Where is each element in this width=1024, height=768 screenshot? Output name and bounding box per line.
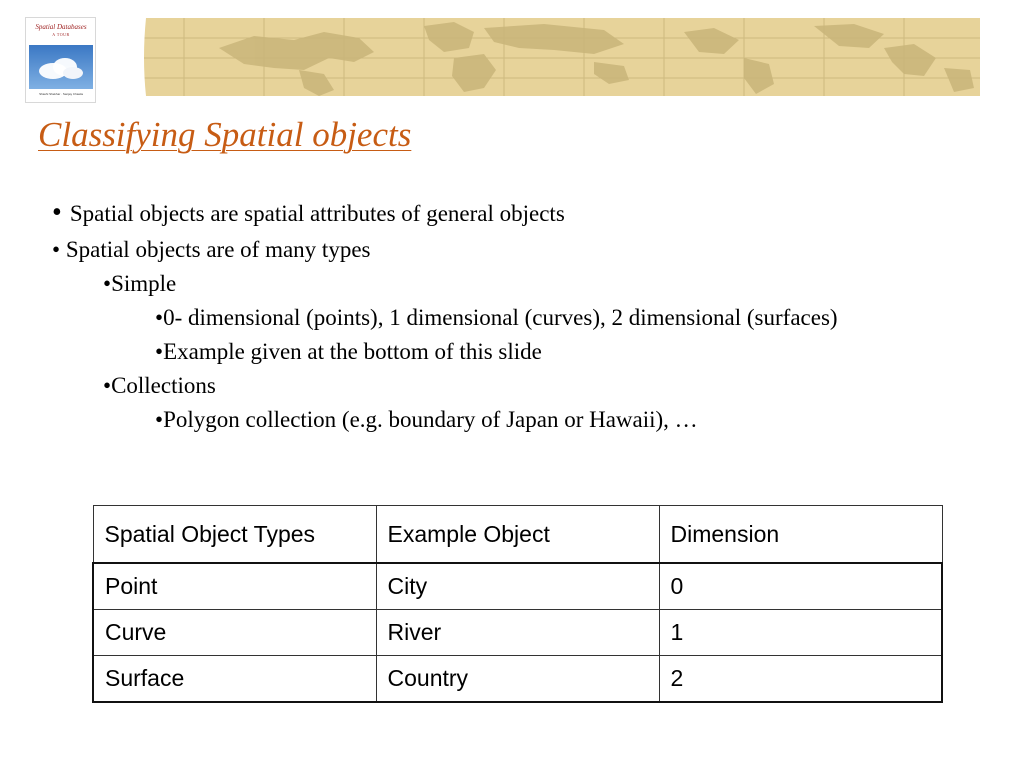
world-map-decoration bbox=[124, 18, 980, 96]
bullet-text: Spatial objects are of many types bbox=[65, 237, 371, 262]
table-cell: Surface bbox=[93, 656, 376, 703]
bullet-item bbox=[103, 270, 176, 298]
book-title: Spatial Databases bbox=[35, 23, 87, 31]
table-cell: River bbox=[376, 610, 659, 656]
book-subtitle: A TOUR bbox=[52, 32, 70, 37]
book-authors: Shashi Shekhar · Sanjay Chawla bbox=[39, 92, 83, 96]
bullet-text: Simple bbox=[111, 271, 177, 296]
table-cell: City bbox=[376, 563, 659, 610]
bullet-marker: • bbox=[52, 237, 61, 262]
bullet-item bbox=[52, 236, 370, 264]
bullet-text: Example given at the bottom of this slide bbox=[163, 339, 542, 364]
bullet-marker: • bbox=[103, 373, 112, 398]
table-cell: Country bbox=[376, 656, 659, 703]
bullet-item bbox=[52, 199, 565, 228]
bullet-marker: • bbox=[155, 339, 164, 364]
bullet-item bbox=[103, 372, 216, 400]
column-header: Dimension bbox=[659, 506, 942, 564]
table-header-row bbox=[93, 506, 942, 564]
table-cell: Point bbox=[93, 563, 376, 610]
table-row bbox=[93, 563, 942, 610]
column-header: Example Object bbox=[376, 506, 659, 564]
table-row bbox=[93, 610, 942, 656]
bullet-marker: • bbox=[155, 305, 164, 330]
bullet-text: Collections bbox=[111, 373, 216, 398]
header-banner bbox=[124, 18, 980, 96]
bullet-item bbox=[155, 304, 838, 332]
table-cell: Curve bbox=[93, 610, 376, 656]
bullet-marker: • bbox=[52, 197, 62, 228]
bullet-item bbox=[155, 406, 698, 434]
table-cell: 0 bbox=[659, 563, 942, 610]
table-cell: 2 bbox=[659, 656, 942, 703]
slide-title: Classifying Spatial objects bbox=[38, 115, 412, 154]
bullet-marker: • bbox=[155, 407, 164, 432]
spatial-object-table bbox=[92, 505, 943, 703]
book-cover-logo bbox=[25, 17, 96, 103]
cloud-sky-image bbox=[29, 45, 93, 89]
table-cell: 1 bbox=[659, 610, 942, 656]
bullet-text: 0- dimensional (points), 1 dimensional (curves), 2 dimensional (surfaces) bbox=[163, 305, 838, 330]
table-row bbox=[93, 656, 942, 703]
bullet-marker: • bbox=[103, 271, 112, 296]
column-header: Spatial Object Types bbox=[93, 506, 376, 564]
bullet-text: Polygon collection (e.g. boundary of Japan or Hawaii), … bbox=[163, 407, 698, 432]
bullet-text: Spatial objects are spatial attributes of general objects bbox=[69, 201, 565, 226]
bullet-item bbox=[155, 338, 542, 366]
